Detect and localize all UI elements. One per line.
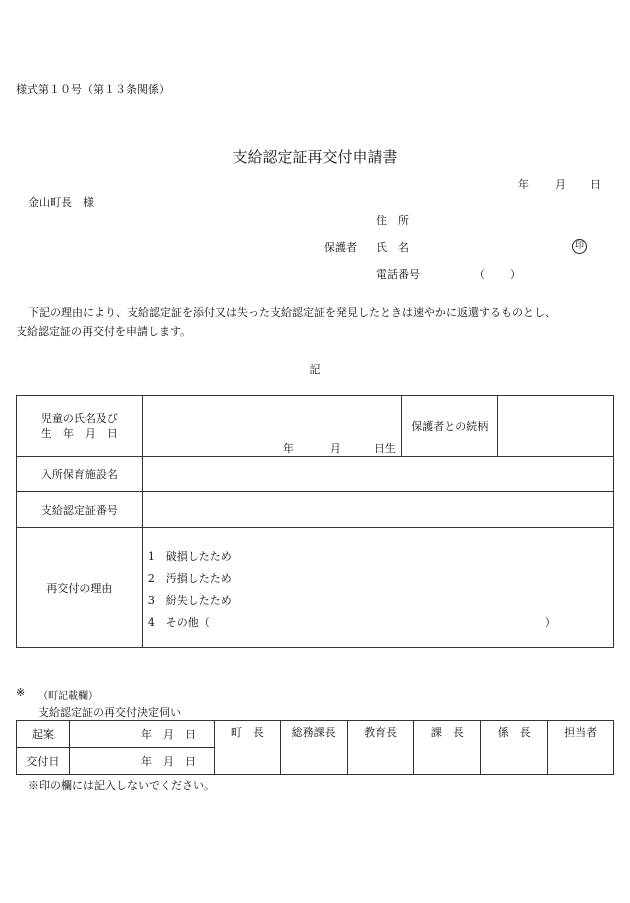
- office-section-label: （町記載欄）: [38, 691, 98, 702]
- facility-input-cell[interactable]: [142, 457, 613, 492]
- date-year: 年: [518, 178, 529, 191]
- issue-label: 交付日: [17, 748, 70, 775]
- phone-label: 電話番号: [376, 268, 420, 281]
- relation-label: 保護者との続柄: [402, 396, 498, 457]
- phone-paren-close: ）: [510, 268, 521, 281]
- reason-option[interactable]: 4 その他（: [147, 616, 210, 629]
- birth-day: 日生: [373, 442, 396, 455]
- phone-paren-open: （: [474, 268, 485, 281]
- office-date-table: [16, 720, 215, 775]
- reason-close-paren: ）: [544, 616, 556, 629]
- approver-cell-general-affairs: 総務課長: [280, 721, 347, 775]
- issue-date: 年 月 日: [69, 748, 214, 775]
- cert-number-label: 支給認定証番号: [17, 492, 143, 528]
- date-day: 日: [590, 178, 601, 191]
- body-text-line2: 支給認定証の再交付を申請します。: [16, 325, 192, 338]
- approver-cell-person-in-charge: 担当者: [548, 721, 614, 775]
- reason-option[interactable]: 2 汚損したため: [147, 572, 232, 585]
- address-label: 住 所: [376, 214, 409, 227]
- child-label-1: 児童の氏名及び: [40, 412, 118, 425]
- reason-option[interactable]: 1 破損したため: [147, 550, 232, 563]
- page-title: 支給認定証再交付申請書: [232, 148, 398, 166]
- child-input-cell[interactable]: [142, 396, 402, 457]
- date-month: 月: [555, 178, 566, 191]
- reason-label: 再交付の理由: [17, 528, 143, 648]
- guardian-label: 保護者: [324, 241, 357, 254]
- birth-year: 年: [282, 442, 294, 455]
- child-label-cell: [17, 396, 143, 457]
- approver-cell-section-chief: 課 長: [414, 721, 481, 775]
- reason-option[interactable]: 3 紛失したため: [147, 594, 232, 607]
- body-text-line1: 下記の理由により、支給認定証を添付又は失った支給認定証を発見したときは速やかに返還するものとし、: [28, 306, 556, 319]
- application-table: [16, 395, 614, 648]
- approval-table: [214, 720, 614, 775]
- name-label: 氏 名: [376, 241, 409, 254]
- facility-label: 入所保育施設名: [17, 457, 143, 492]
- office-note: ※印の欄には記入しないでください。: [28, 779, 215, 792]
- office-mark: ※: [16, 686, 26, 699]
- approver-cell-subsection-chief: 係 長: [481, 721, 548, 775]
- draft-date: 年 月 日: [69, 721, 214, 748]
- ki-heading: 記: [309, 363, 321, 376]
- seal-icon: 印: [572, 239, 587, 254]
- office-subtitle: 支給認定証の再交付決定伺い: [38, 706, 181, 719]
- child-label-2: 生 年 月 日: [40, 427, 118, 440]
- relation-input-cell[interactable]: [498, 396, 614, 457]
- approver-cell-superintendent: 教育長: [347, 721, 414, 775]
- cert-number-input-cell[interactable]: [142, 492, 613, 528]
- birth-month: 月: [329, 442, 341, 455]
- reason-cell: [142, 528, 613, 648]
- form-number: 様式第１０号（第１３条関係）: [16, 83, 170, 96]
- approver-cell-mayor: 町 長: [215, 721, 281, 775]
- addressee: 金山町長 様: [28, 196, 94, 209]
- draft-label: 起案: [17, 721, 70, 748]
